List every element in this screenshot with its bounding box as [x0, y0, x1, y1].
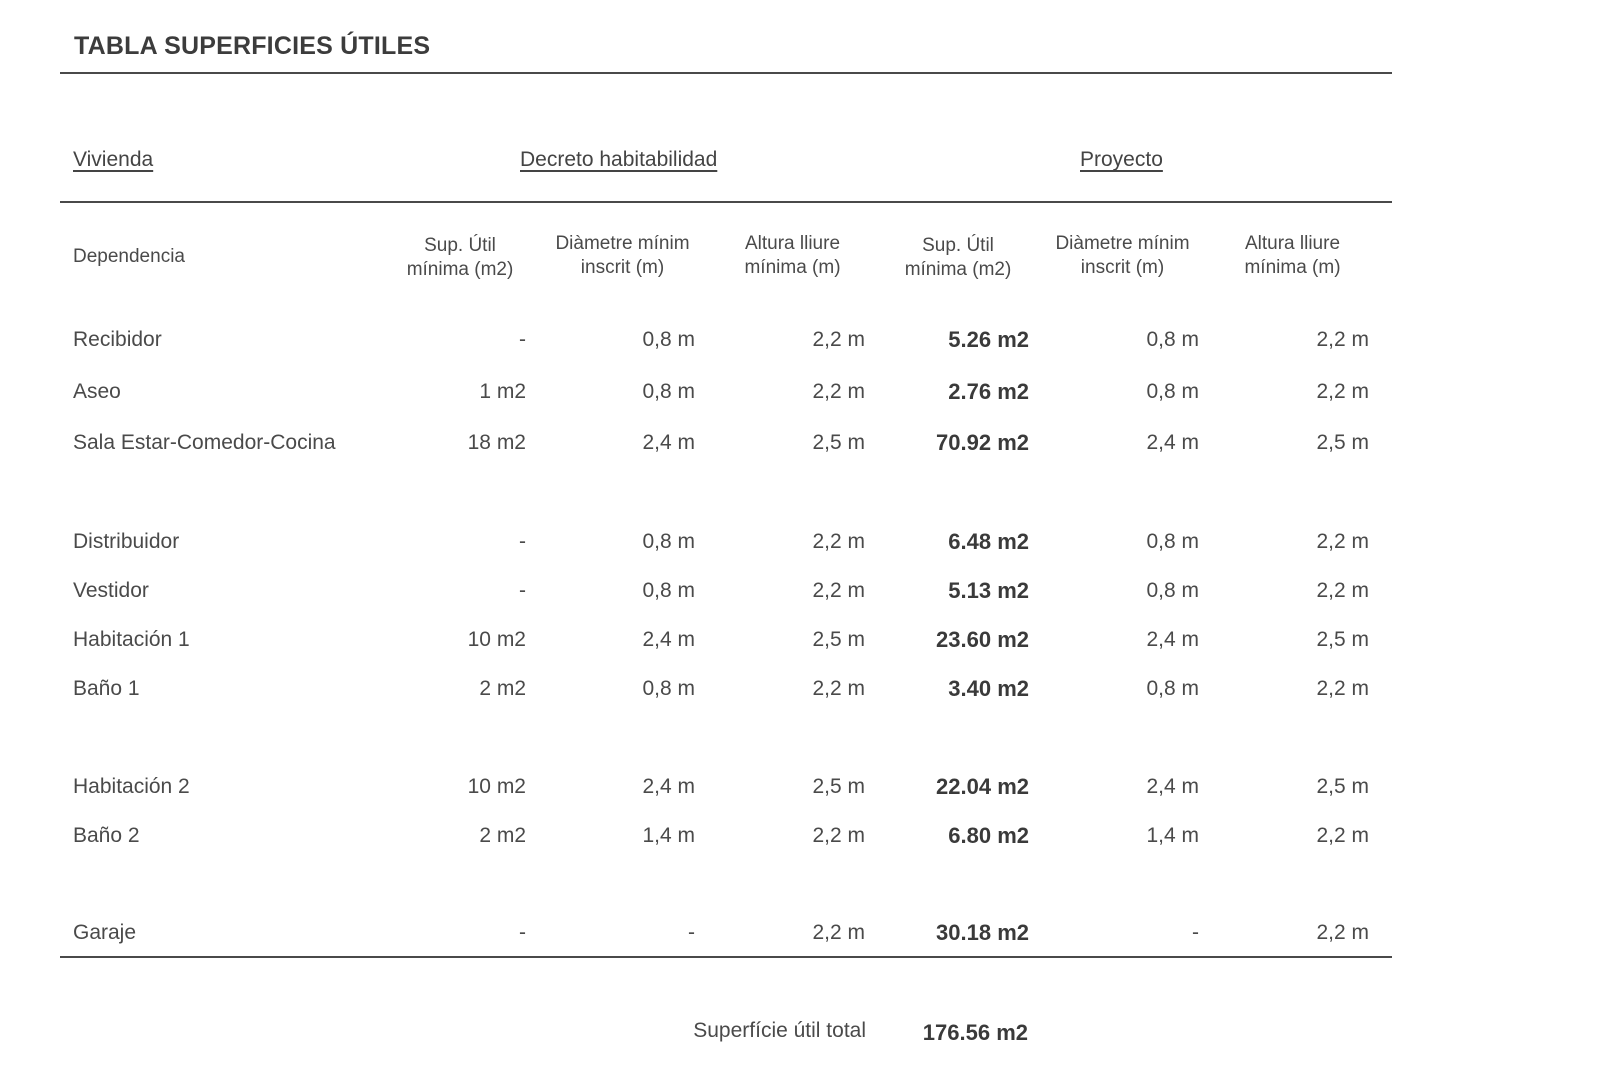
cell-proyecto-alt: 2,2 m: [1316, 328, 1369, 351]
table-row: [0, 576, 1611, 606]
cell-decreto-sup: 2 m2: [479, 677, 526, 700]
cell-proyecto-alt: 2,2 m: [1316, 921, 1369, 944]
cell-proyecto-diam: 2,4 m: [1146, 431, 1199, 454]
row-dependencia: Habitación 2: [73, 775, 190, 798]
row-dependencia: Aseo: [73, 380, 121, 403]
row-dependencia: Sala Estar-Comedor-Cocina: [73, 431, 336, 454]
table-row: [0, 428, 1611, 458]
cell-proyecto-diam: 0,8 m: [1146, 530, 1199, 553]
cell-proyecto-sup: 23.60 m2: [936, 627, 1029, 652]
cell-decreto-alt: 2,2 m: [812, 530, 865, 553]
bottom-rule: [60, 956, 1392, 958]
total-value: 176.56 m2: [922, 1020, 1028, 1045]
cell-proyecto-alt: 2,5 m: [1316, 775, 1369, 798]
cell-decreto-alt: 2,5 m: [812, 628, 865, 651]
cell-decreto-alt: 2,2 m: [812, 328, 865, 351]
cell-decreto-alt: 2,5 m: [812, 431, 865, 454]
cell-proyecto-diam: 0,8 m: [1146, 677, 1199, 700]
cell-proyecto-alt: 2,2 m: [1316, 677, 1369, 700]
header-proyecto-diam: Diàmetre mínim inscrit (m): [1055, 233, 1190, 278]
cell-decreto-diam: 0,8 m: [642, 380, 695, 403]
cell-decreto-sup: -: [519, 328, 526, 351]
cell-proyecto-alt: 2,2 m: [1316, 824, 1369, 847]
cell-proyecto-sup: 6.80 m2: [948, 823, 1029, 848]
cell-decreto-diam: 2,4 m: [642, 628, 695, 651]
cell-decreto-diam: -: [688, 921, 695, 944]
cell-decreto-alt: 2,2 m: [812, 380, 865, 403]
cell-decreto-alt: 2,5 m: [812, 775, 865, 798]
cell-proyecto-sup: 5.26 m2: [948, 327, 1029, 352]
table-row: [0, 674, 1611, 704]
title-rule: [60, 72, 1392, 74]
cell-decreto-diam: 0,8 m: [642, 530, 695, 553]
cell-proyecto-sup: 22.04 m2: [936, 774, 1029, 799]
group-rule: [60, 201, 1392, 203]
table-row: [0, 625, 1611, 655]
cell-decreto-diam: 1,4 m: [642, 824, 695, 847]
cell-decreto-sup: -: [519, 530, 526, 553]
cell-proyecto-sup: 3.40 m2: [948, 676, 1029, 701]
header-decreto-sup: Sup. Útil mínima (m2): [406, 235, 514, 280]
cell-decreto-sup: -: [519, 921, 526, 944]
cell-decreto-alt: 2,2 m: [812, 579, 865, 602]
cell-proyecto-sup: 6.48 m2: [948, 529, 1029, 554]
cell-proyecto-diam: 0,8 m: [1146, 328, 1199, 351]
group-decreto-habitabilidad: Decreto habitabilidad: [520, 148, 718, 171]
cell-proyecto-diam: 0,8 m: [1146, 579, 1199, 602]
row-dependencia: Vestidor: [73, 579, 149, 602]
table-row: [0, 918, 1611, 948]
cell-proyecto-sup: 2.76 m2: [948, 379, 1029, 404]
row-dependencia: Habitación 1: [73, 628, 190, 651]
cell-decreto-diam: 0,8 m: [642, 328, 695, 351]
cell-proyecto-diam: 2,4 m: [1146, 775, 1199, 798]
table-row: [0, 527, 1611, 557]
cell-decreto-alt: 2,2 m: [812, 824, 865, 847]
header-proyecto-alt: Altura lliure mínima (m): [1244, 233, 1341, 278]
group-vivienda: Vivienda: [73, 148, 154, 171]
header-decreto-diam: Diàmetre mínim inscrit (m): [555, 233, 690, 278]
row-dependencia: Baño 2: [73, 824, 140, 847]
row-dependencia: Recibidor: [73, 328, 162, 351]
cell-proyecto-sup: 30.18 m2: [936, 920, 1029, 945]
cell-decreto-diam: 0,8 m: [642, 579, 695, 602]
table-row: [0, 821, 1611, 851]
total-label: Superfície útil total: [693, 1019, 866, 1042]
page-title: TABLA SUPERFICIES ÚTILES: [74, 32, 431, 60]
row-dependencia: Garaje: [73, 921, 137, 944]
cell-proyecto-alt: 2,5 m: [1316, 431, 1369, 454]
cell-decreto-sup: 10 m2: [467, 628, 526, 651]
header-proyecto-sup: Sup. Útil mínima (m2): [904, 235, 1012, 280]
cell-proyecto-sup: 5.13 m2: [948, 578, 1029, 603]
table-row: [0, 325, 1611, 355]
cell-decreto-sup: 1 m2: [479, 380, 526, 403]
cell-proyecto-alt: 2,2 m: [1316, 530, 1369, 553]
cell-proyecto-diam: 0,8 m: [1146, 380, 1199, 403]
cell-proyecto-diam: -: [1192, 921, 1199, 944]
cell-decreto-alt: 2,2 m: [812, 677, 865, 700]
cell-proyecto-diam: 2,4 m: [1146, 628, 1199, 651]
cell-decreto-diam: 0,8 m: [642, 677, 695, 700]
cell-proyecto-alt: 2,5 m: [1316, 628, 1369, 651]
cell-proyecto-alt: 2,2 m: [1316, 380, 1369, 403]
header-dependencia: Dependencia: [73, 246, 185, 267]
row-dependencia: Distribuidor: [73, 530, 180, 553]
cell-decreto-sup: -: [519, 579, 526, 602]
table-row: [0, 377, 1611, 407]
row-dependencia: Baño 1: [73, 677, 140, 700]
cell-decreto-sup: 18 m2: [467, 431, 526, 454]
cell-proyecto-diam: 1,4 m: [1146, 824, 1199, 847]
cell-decreto-diam: 2,4 m: [642, 775, 695, 798]
table-row: [0, 772, 1611, 802]
cell-decreto-sup: 10 m2: [467, 775, 526, 798]
cell-proyecto-sup: 70.92 m2: [936, 430, 1029, 455]
cell-decreto-alt: 2,2 m: [812, 921, 865, 944]
cell-proyecto-alt: 2,2 m: [1316, 579, 1369, 602]
cell-decreto-diam: 2,4 m: [642, 431, 695, 454]
cell-decreto-sup: 2 m2: [479, 824, 526, 847]
group-proyecto: Proyecto: [1080, 148, 1163, 171]
header-decreto-alt: Altura lliure mínima (m): [744, 233, 841, 278]
